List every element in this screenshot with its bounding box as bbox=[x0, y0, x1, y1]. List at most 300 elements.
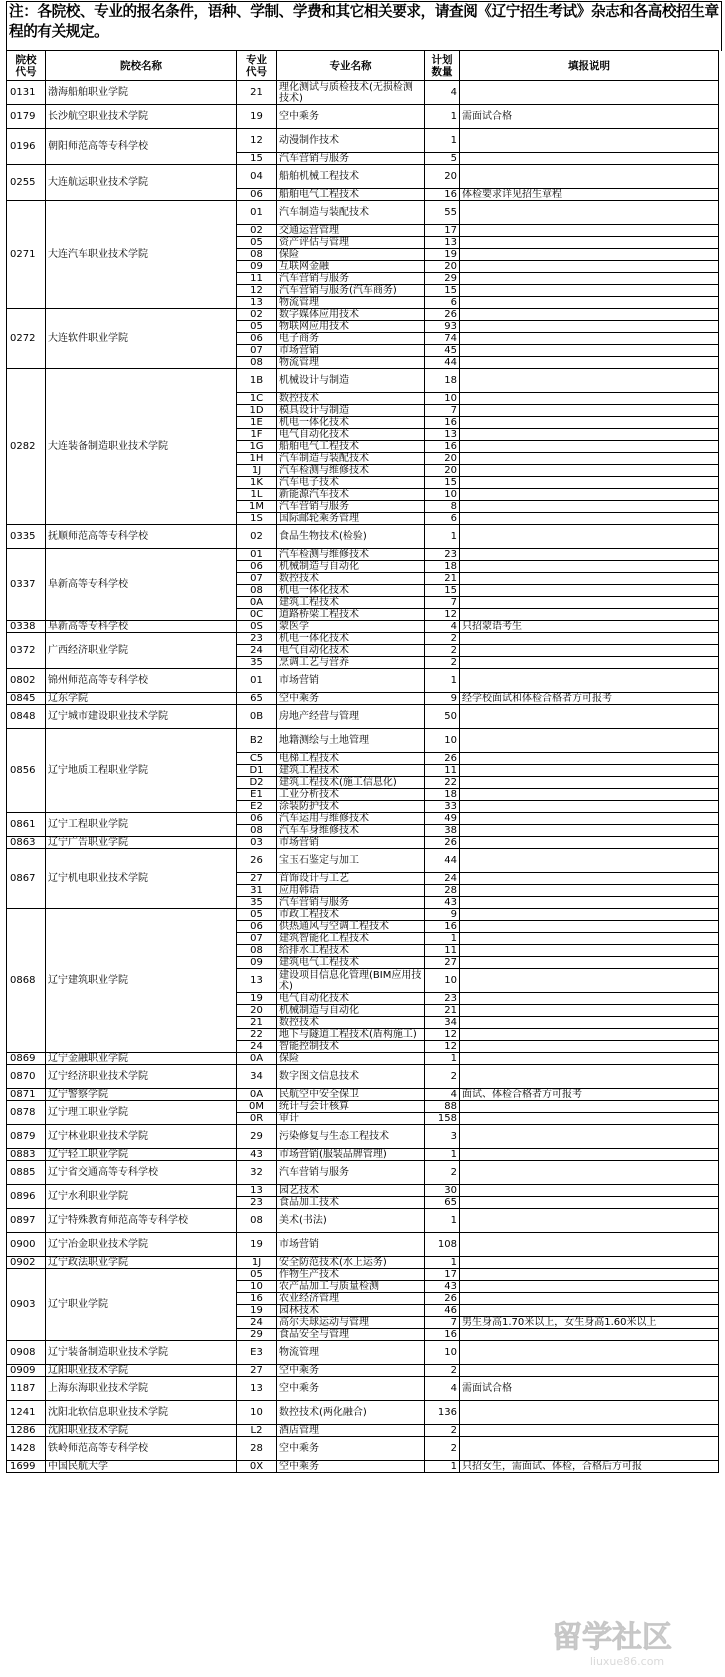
plan-count-cell: 1 bbox=[425, 129, 460, 153]
plan-count-cell: 33 bbox=[425, 801, 460, 813]
plan-count-cell: 1 bbox=[425, 1053, 460, 1065]
major-code-cell: 1K bbox=[237, 477, 277, 489]
school-code-cell: 0282 bbox=[7, 369, 46, 525]
major-name-cell: 国际邮轮乘务管理 bbox=[277, 513, 425, 525]
plan-count-cell: 8 bbox=[425, 501, 460, 513]
major-code-cell: 32 bbox=[237, 1161, 277, 1185]
plan-count-cell: 23 bbox=[425, 549, 460, 561]
header-school-name: 院校名称 bbox=[46, 51, 237, 81]
major-code-cell: 10 bbox=[237, 1401, 277, 1425]
remark-cell: 只招女生，需面试、体检，合格后方可报 bbox=[460, 1461, 719, 1473]
remark-cell bbox=[460, 777, 719, 789]
major-name-cell: 宝玉石鉴定与加工 bbox=[277, 849, 425, 873]
plan-count-cell: 1 bbox=[425, 933, 460, 945]
plan-count-cell: 20 bbox=[425, 453, 460, 465]
major-code-cell: 10 bbox=[237, 1281, 277, 1293]
major-name-cell: 汽车营销与服务 bbox=[277, 153, 425, 165]
remark-cell bbox=[460, 81, 719, 105]
major-code-cell: 19 bbox=[237, 1233, 277, 1257]
table-row bbox=[7, 369, 719, 393]
remark-cell bbox=[460, 657, 719, 669]
major-code-cell: 08 bbox=[237, 357, 277, 369]
major-code-cell: 0A bbox=[237, 1089, 277, 1101]
remark-cell bbox=[460, 1269, 719, 1281]
plan-count-cell: 16 bbox=[425, 441, 460, 453]
remark-cell: 需面试合格 bbox=[460, 1377, 719, 1401]
plan-count-cell: 10 bbox=[425, 393, 460, 405]
table-row bbox=[7, 1209, 719, 1233]
major-code-cell: 20 bbox=[237, 1005, 277, 1017]
remark-cell bbox=[460, 405, 719, 417]
plan-count-cell: 38 bbox=[425, 825, 460, 837]
major-name-cell: 机械制造与自动化 bbox=[277, 1005, 425, 1017]
major-name-cell: 园林技术 bbox=[277, 1305, 425, 1317]
school-name-cell: 渤海船舶职业学院 bbox=[46, 81, 237, 105]
major-code-cell: 19 bbox=[237, 1305, 277, 1317]
remark-cell bbox=[460, 321, 719, 333]
remark-cell bbox=[460, 1365, 719, 1377]
major-code-cell: 19 bbox=[237, 993, 277, 1005]
major-name-cell: 市场营销 bbox=[277, 345, 425, 357]
school-code-cell: 1286 bbox=[7, 1425, 46, 1437]
header-plan-count: 计划 数量 bbox=[425, 51, 460, 81]
plan-count-cell: 2 bbox=[425, 1065, 460, 1089]
major-name-cell: 模具设计与制造 bbox=[277, 405, 425, 417]
remark-cell bbox=[460, 1197, 719, 1209]
major-name-cell: 市场营销 bbox=[277, 837, 425, 849]
major-code-cell: 43 bbox=[237, 1149, 277, 1161]
remark-cell bbox=[460, 477, 719, 489]
table-row bbox=[7, 1101, 719, 1113]
major-code-cell: 16 bbox=[237, 1293, 277, 1305]
major-code-cell: 23 bbox=[237, 633, 277, 645]
remark-cell bbox=[460, 309, 719, 321]
table-row bbox=[7, 1341, 719, 1365]
school-code-cell: 0272 bbox=[7, 309, 46, 369]
watermark-site: liuxue86.com bbox=[589, 1655, 665, 1668]
major-code-cell: 05 bbox=[237, 909, 277, 921]
major-code-cell: 27 bbox=[237, 873, 277, 885]
school-code-cell: 1187 bbox=[7, 1377, 46, 1401]
remark-cell bbox=[460, 669, 719, 693]
remark-cell bbox=[460, 885, 719, 897]
major-name-cell: 机械设计与制造 bbox=[277, 369, 425, 393]
major-name-cell: 汽车检测与维修技术 bbox=[277, 549, 425, 561]
major-code-cell: 1J bbox=[237, 1257, 277, 1269]
remark-cell bbox=[460, 501, 719, 513]
remark-cell bbox=[460, 1281, 719, 1293]
remark-cell bbox=[460, 129, 719, 153]
plan-count-cell: 9 bbox=[425, 909, 460, 921]
remark-cell bbox=[460, 1125, 719, 1149]
school-name-cell: 长沙航空职业技术学院 bbox=[46, 105, 237, 129]
table-row bbox=[7, 1065, 719, 1089]
school-code-cell: 0896 bbox=[7, 1185, 46, 1209]
major-name-cell: 新能源汽车技术 bbox=[277, 489, 425, 501]
plan-count-cell: 19 bbox=[425, 249, 460, 261]
major-code-cell: 24 bbox=[237, 1041, 277, 1053]
remark-cell: 体检要求详见招生章程 bbox=[460, 189, 719, 201]
major-code-cell: 05 bbox=[237, 321, 277, 333]
table-row bbox=[7, 1401, 719, 1425]
major-code-cell: 08 bbox=[237, 825, 277, 837]
school-name-cell: 辽阳职业技术学院 bbox=[46, 1365, 237, 1377]
school-code-cell: 0870 bbox=[7, 1065, 46, 1089]
school-code-cell: 1428 bbox=[7, 1437, 46, 1461]
remark-cell bbox=[460, 921, 719, 933]
major-name-cell: 作物生产技术 bbox=[277, 1269, 425, 1281]
major-name-cell: 汽车营销与服务(汽车商务) bbox=[277, 285, 425, 297]
plan-count-cell: 1 bbox=[425, 669, 460, 693]
major-name-cell: 数控技术 bbox=[277, 1017, 425, 1029]
remark-cell bbox=[460, 285, 719, 297]
plan-count-cell: 34 bbox=[425, 1017, 460, 1029]
school-name-cell: 辽宁机电职业技术学院 bbox=[46, 849, 237, 909]
major-name-cell: 汽车营销与服务 bbox=[277, 273, 425, 285]
remark-cell bbox=[460, 345, 719, 357]
major-name-cell: 机电一体化技术 bbox=[277, 417, 425, 429]
plan-count-cell: 11 bbox=[425, 945, 460, 957]
remark-cell bbox=[460, 585, 719, 597]
remark-cell bbox=[460, 765, 719, 777]
remark-cell bbox=[460, 393, 719, 405]
major-name-cell: 数字媒体应用技术 bbox=[277, 309, 425, 321]
plan-count-cell: 12 bbox=[425, 1029, 460, 1041]
major-code-cell: 21 bbox=[237, 1017, 277, 1029]
remark-cell bbox=[460, 1101, 719, 1113]
remark-cell: 只招蒙语考生 bbox=[460, 621, 719, 633]
major-code-cell: 65 bbox=[237, 693, 277, 705]
major-code-cell: 13 bbox=[237, 1185, 277, 1197]
school-code-cell: 0868 bbox=[7, 909, 46, 1053]
plan-count-cell: 44 bbox=[425, 357, 460, 369]
remark-cell bbox=[460, 933, 719, 945]
major-code-cell: 0B bbox=[237, 705, 277, 729]
major-code-cell: 0S bbox=[237, 621, 277, 633]
major-code-cell: 05 bbox=[237, 237, 277, 249]
school-code-cell: 0885 bbox=[7, 1161, 46, 1185]
major-name-cell: 物流管理 bbox=[277, 357, 425, 369]
remark-cell bbox=[460, 525, 719, 549]
major-name-cell: 机电一体化技术 bbox=[277, 633, 425, 645]
major-code-cell: 13 bbox=[237, 1377, 277, 1401]
school-name-cell: 辽宁建筑职业学院 bbox=[46, 909, 237, 1053]
plan-count-cell: 7 bbox=[425, 1317, 460, 1329]
remark-cell bbox=[460, 813, 719, 825]
major-code-cell: 12 bbox=[237, 129, 277, 153]
major-name-cell: 数控技术(两化融合) bbox=[277, 1401, 425, 1425]
plan-count-cell: 26 bbox=[425, 753, 460, 765]
header-major-code: 专业 代号 bbox=[237, 51, 277, 81]
major-code-cell: 0A bbox=[237, 597, 277, 609]
major-code-cell: 35 bbox=[237, 897, 277, 909]
plan-count-cell: 20 bbox=[425, 165, 460, 189]
major-code-cell: 0R bbox=[237, 1113, 277, 1125]
remark-cell bbox=[460, 429, 719, 441]
major-name-cell: 酒店管理 bbox=[277, 1425, 425, 1437]
table-row bbox=[7, 909, 719, 921]
major-name-cell: 市场营销 bbox=[277, 669, 425, 693]
school-name-cell: 辽东学院 bbox=[46, 693, 237, 705]
remark-cell bbox=[460, 1065, 719, 1089]
table-row bbox=[7, 1425, 719, 1437]
school-name-cell: 抚顺师范高等专科学校 bbox=[46, 525, 237, 549]
major-code-cell: 12 bbox=[237, 285, 277, 297]
remark-cell bbox=[460, 633, 719, 645]
major-name-cell: 船舶机械工程技术 bbox=[277, 165, 425, 189]
plan-count-cell: 21 bbox=[425, 1005, 460, 1017]
remark-cell bbox=[460, 369, 719, 393]
plan-count-cell: 108 bbox=[425, 1233, 460, 1257]
major-name-cell: 市场营销 bbox=[277, 1233, 425, 1257]
major-name-cell: 汽车制造与装配技术 bbox=[277, 201, 425, 225]
major-code-cell: 21 bbox=[237, 81, 277, 105]
school-name-cell: 辽宁装备制造职业技术学院 bbox=[46, 1341, 237, 1365]
plan-count-cell: 26 bbox=[425, 837, 460, 849]
table-row bbox=[7, 837, 719, 849]
major-code-cell: 15 bbox=[237, 153, 277, 165]
table-row bbox=[7, 1149, 719, 1161]
plan-count-cell: 1 bbox=[425, 1257, 460, 1269]
major-code-cell: 05 bbox=[237, 1269, 277, 1281]
major-code-cell: 1H bbox=[237, 453, 277, 465]
table-row bbox=[7, 1089, 719, 1101]
plan-count-cell: 45 bbox=[425, 345, 460, 357]
major-name-cell: 建设项目信息化管理(BIM应用技术) bbox=[277, 969, 425, 993]
remark-cell bbox=[460, 261, 719, 273]
remark-cell bbox=[460, 333, 719, 345]
school-name-cell: 辽宁省交通高等专科学校 bbox=[46, 1161, 237, 1185]
major-name-cell: 食品加工技术 bbox=[277, 1197, 425, 1209]
remark-cell bbox=[460, 1425, 719, 1437]
school-name-cell: 辽宁广告职业学院 bbox=[46, 837, 237, 849]
major-code-cell: 0A bbox=[237, 1053, 277, 1065]
major-code-cell: D2 bbox=[237, 777, 277, 789]
school-code-cell: 0337 bbox=[7, 549, 46, 621]
major-code-cell: 1L bbox=[237, 489, 277, 501]
major-name-cell: 首饰设计与工艺 bbox=[277, 873, 425, 885]
remark-cell bbox=[460, 897, 719, 909]
school-name-cell: 辽宁林业职业技术学院 bbox=[46, 1125, 237, 1149]
plan-count-cell: 26 bbox=[425, 1293, 460, 1305]
major-name-cell: 空中乘务 bbox=[277, 1437, 425, 1461]
school-code-cell: 1241 bbox=[7, 1401, 46, 1425]
header-school-code: 院校 代号 bbox=[7, 51, 46, 81]
school-name-cell: 沈阳职业技术学院 bbox=[46, 1425, 237, 1437]
major-code-cell: 01 bbox=[237, 669, 277, 693]
table-row bbox=[7, 621, 719, 633]
remark-cell bbox=[460, 1293, 719, 1305]
major-name-cell: 数控技术 bbox=[277, 573, 425, 585]
remark-cell: 经学校面试和体检合格者方可报考 bbox=[460, 693, 719, 705]
major-name-cell: 建筑智能化工程技术 bbox=[277, 933, 425, 945]
major-code-cell: 06 bbox=[237, 189, 277, 201]
watermark-logo bbox=[517, 1611, 707, 1671]
major-code-cell: 29 bbox=[237, 1329, 277, 1341]
plan-count-cell: 158 bbox=[425, 1113, 460, 1125]
school-code-cell: 0802 bbox=[7, 669, 46, 693]
school-name-cell: 大连汽车职业技术学院 bbox=[46, 201, 237, 309]
school-code-cell: 0335 bbox=[7, 525, 46, 549]
plan-count-cell: 15 bbox=[425, 585, 460, 597]
remark-cell bbox=[460, 561, 719, 573]
table-row bbox=[7, 1233, 719, 1257]
remark-cell bbox=[460, 1305, 719, 1317]
remark-cell bbox=[460, 1233, 719, 1257]
remark-cell bbox=[460, 1341, 719, 1365]
school-code-cell: 0879 bbox=[7, 1125, 46, 1149]
remark-cell bbox=[460, 249, 719, 261]
major-name-cell: 汽车营销与服务 bbox=[277, 1161, 425, 1185]
remark-cell bbox=[460, 165, 719, 189]
table-body bbox=[7, 81, 719, 1473]
major-code-cell: 0M bbox=[237, 1101, 277, 1113]
plan-count-cell: 10 bbox=[425, 729, 460, 753]
major-code-cell: 1D bbox=[237, 405, 277, 417]
major-code-cell: E2 bbox=[237, 801, 277, 813]
plan-count-cell: 1 bbox=[425, 105, 460, 129]
remark-cell bbox=[460, 597, 719, 609]
plan-count-cell: 65 bbox=[425, 1197, 460, 1209]
major-code-cell: 1G bbox=[237, 441, 277, 453]
school-code-cell: 0856 bbox=[7, 729, 46, 813]
major-code-cell: 24 bbox=[237, 1317, 277, 1329]
table-row bbox=[7, 849, 719, 873]
header-remarks: 填报说明 bbox=[460, 51, 719, 81]
major-code-cell: 27 bbox=[237, 1365, 277, 1377]
remark-cell bbox=[460, 357, 719, 369]
remark-cell bbox=[460, 1041, 719, 1053]
school-name-cell: 阜新高等专科学校 bbox=[46, 549, 237, 621]
major-name-cell: 建筑工程技术(施工信息化) bbox=[277, 777, 425, 789]
major-name-cell: 应用韩语 bbox=[277, 885, 425, 897]
major-name-cell: 空中乘务 bbox=[277, 1377, 425, 1401]
major-name-cell: 汽车营销与服务 bbox=[277, 501, 425, 513]
plan-count-cell: 2 bbox=[425, 633, 460, 645]
remark-cell bbox=[460, 993, 719, 1005]
remark-cell bbox=[460, 945, 719, 957]
plan-count-cell: 1 bbox=[425, 1461, 460, 1473]
major-name-cell: 船舶电气工程技术 bbox=[277, 441, 425, 453]
school-code-cell: 0878 bbox=[7, 1101, 46, 1125]
major-name-cell: 空中乘务 bbox=[277, 1365, 425, 1377]
major-code-cell: 01 bbox=[237, 549, 277, 561]
school-name-cell: 阜新高等专科学校 bbox=[46, 621, 237, 633]
plan-count-cell: 46 bbox=[425, 1305, 460, 1317]
major-code-cell: 0C bbox=[237, 609, 277, 621]
plan-count-cell: 50 bbox=[425, 705, 460, 729]
plan-count-cell: 18 bbox=[425, 369, 460, 393]
plan-count-cell: 43 bbox=[425, 897, 460, 909]
school-name-cell: 辽宁轻工职业学院 bbox=[46, 1149, 237, 1161]
major-code-cell: 11 bbox=[237, 273, 277, 285]
major-code-cell: 04 bbox=[237, 165, 277, 189]
plan-count-cell: 5 bbox=[425, 153, 460, 165]
major-code-cell: 34 bbox=[237, 1065, 277, 1089]
table-row bbox=[7, 1257, 719, 1269]
major-name-cell: 污染修复与生态工程技术 bbox=[277, 1125, 425, 1149]
table-row bbox=[7, 669, 719, 693]
plan-count-cell: 4 bbox=[425, 1377, 460, 1401]
major-name-cell: 工业分析技术 bbox=[277, 789, 425, 801]
major-code-cell: 07 bbox=[237, 933, 277, 945]
admission-note: 注：各院校、专业的报名条件，语种、学制、学费和其它相关要求，请查阅《辽宁招生考试》杂志和各高校招生章程的有关规定。 bbox=[6, 1, 722, 51]
school-name-cell: 辽宁警察学院 bbox=[46, 1089, 237, 1101]
remark-cell bbox=[460, 837, 719, 849]
plan-count-cell: 9 bbox=[425, 693, 460, 705]
plan-count-cell: 17 bbox=[425, 225, 460, 237]
plan-count-cell: 12 bbox=[425, 609, 460, 621]
table-row bbox=[7, 1053, 719, 1065]
plan-count-cell: 13 bbox=[425, 237, 460, 249]
major-code-cell: 08 bbox=[237, 585, 277, 597]
major-code-cell: E1 bbox=[237, 789, 277, 801]
major-name-cell: 建筑电气工程技术 bbox=[277, 957, 425, 969]
plan-count-cell: 4 bbox=[425, 81, 460, 105]
school-code-cell: 0897 bbox=[7, 1209, 46, 1233]
remark-cell bbox=[460, 1209, 719, 1233]
table-row bbox=[7, 165, 719, 189]
school-code-cell: 0909 bbox=[7, 1365, 46, 1377]
table-row bbox=[7, 1125, 719, 1149]
major-name-cell: 互联网金融 bbox=[277, 261, 425, 273]
major-name-cell: 农产品加工与质量检测 bbox=[277, 1281, 425, 1293]
school-code-cell: 0900 bbox=[7, 1233, 46, 1257]
major-name-cell: 智能控制技术 bbox=[277, 1041, 425, 1053]
major-name-cell: 理化测试与质检技术(无损检测技术) bbox=[277, 81, 425, 105]
major-name-cell: 汽车车身维修技术 bbox=[277, 825, 425, 837]
plan-count-cell: 1 bbox=[425, 525, 460, 549]
major-code-cell: 06 bbox=[237, 921, 277, 933]
major-name-cell: 审计 bbox=[277, 1113, 425, 1125]
major-name-cell: 机电一体化技术 bbox=[277, 585, 425, 597]
table-row bbox=[7, 1365, 719, 1377]
major-code-cell: 07 bbox=[237, 345, 277, 357]
major-code-cell: 29 bbox=[237, 1125, 277, 1149]
remark-cell bbox=[460, 849, 719, 873]
school-name-cell: 大连航运职业技术学院 bbox=[46, 165, 237, 201]
watermark-brand: 留学社区 bbox=[552, 1620, 672, 1655]
school-code-cell: 0372 bbox=[7, 633, 46, 669]
table-row bbox=[7, 105, 719, 129]
remark-cell bbox=[460, 1437, 719, 1461]
enrollment-plan-table bbox=[6, 50, 719, 1473]
major-code-cell: C5 bbox=[237, 753, 277, 765]
table-row bbox=[7, 1377, 719, 1401]
plan-count-cell: 4 bbox=[425, 1089, 460, 1101]
major-code-cell: B2 bbox=[237, 729, 277, 753]
remark-cell bbox=[460, 609, 719, 621]
major-name-cell: 民航空中安全保卫 bbox=[277, 1089, 425, 1101]
major-name-cell: 美术(书法) bbox=[277, 1209, 425, 1233]
plan-count-cell: 16 bbox=[425, 189, 460, 201]
major-name-cell: 涂装防护技术 bbox=[277, 801, 425, 813]
major-name-cell: 电梯工程技术 bbox=[277, 753, 425, 765]
major-name-cell: 汽车电子技术 bbox=[277, 477, 425, 489]
major-name-cell: 园艺技术 bbox=[277, 1185, 425, 1197]
major-code-cell: 1C bbox=[237, 393, 277, 405]
major-name-cell: 地下与隧道工程技术(盾构施工) bbox=[277, 1029, 425, 1041]
school-code-cell: 0179 bbox=[7, 105, 46, 129]
remark-cell bbox=[460, 1161, 719, 1185]
school-name-cell: 锦州师范高等专科学校 bbox=[46, 669, 237, 693]
major-name-cell: 给排水工程技术 bbox=[277, 945, 425, 957]
major-name-cell: 食品安全与管理 bbox=[277, 1329, 425, 1341]
remark-cell bbox=[460, 573, 719, 585]
table-row bbox=[7, 309, 719, 321]
school-name-cell: 大连软件职业学院 bbox=[46, 309, 237, 369]
school-name-cell: 辽宁工程职业学院 bbox=[46, 813, 237, 837]
